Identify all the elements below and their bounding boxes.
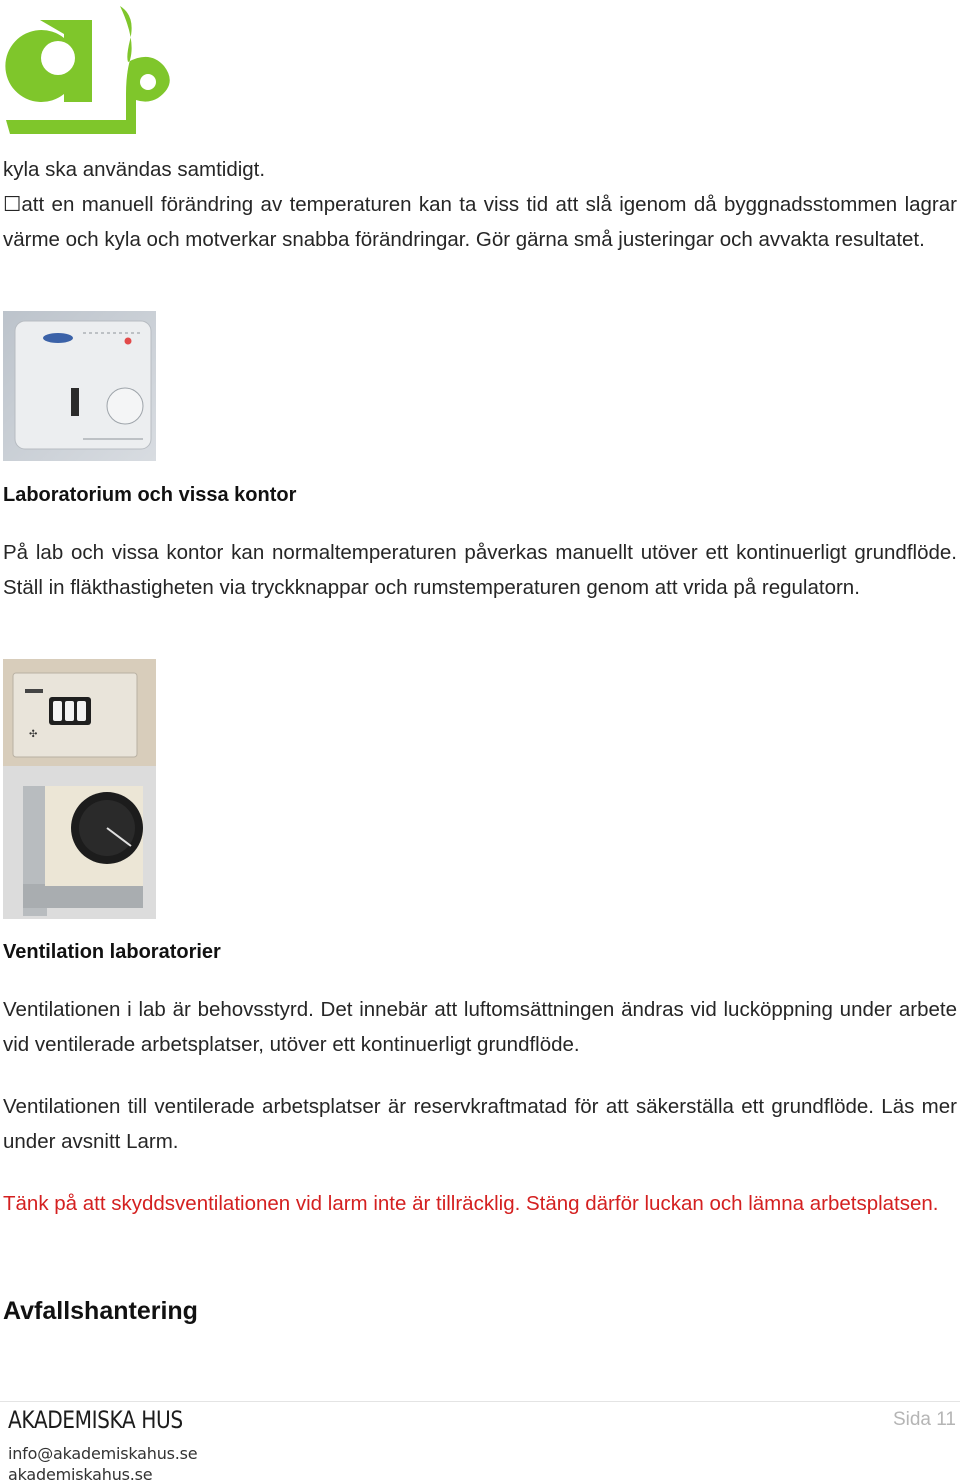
manual-change-note: ☐att en manuell förändring av temperaturen kan ta viss tid att slå igenom då byggnadsstommen lagrar värme och kyla och motverkar snabba förändringar. Gör gärna små justeringar och avvakta resultatet. (3, 193, 957, 251)
akademiska-hus-logo (2, 2, 174, 134)
section-lab-heading: Laboratorium och vissa kontor (3, 484, 297, 506)
section-vent-heading: Ventilation laboratorier (3, 941, 221, 963)
section-waste-heading: Avfallshantering (3, 1297, 198, 1325)
footer-website[interactable]: akademiskahus.se (8, 1465, 153, 1484)
page-number: Sida 11 (892, 1409, 956, 1430)
vent-text-1: Ventilationen i lab är behovsstyrd. Det innebär att luftomsättningen ändras vid lucköppning under arbete vid ventilerade arbetsplatser, utöver ett kontinuerligt grundflöde. (3, 998, 957, 1056)
vent-text-2: Ventilationen till ventilerade arbetsplatser är reservkraftmatad för att säkerställa ett grundflöde. Läs mer under avsnitt Larm. (3, 1095, 957, 1153)
footer-email[interactable]: info@akademiskahus.se (8, 1444, 198, 1463)
section-lab-text: På lab och vissa kontor kan normaltemperaturen påverkas manuellt utöver ett kontinuerligt grundflöde. Ställ in fläkthastigheten via tryckknappar och rumstemperaturen genom att vrida på regulatorn. (3, 541, 957, 599)
intro-line: kyla ska användas samtidigt. (3, 158, 266, 181)
vent-warning: Tänk på att skyddsventilationen vid larm inte är tillräcklig. Stäng därför luckan och lämna arbetsplatsen. (3, 1192, 939, 1215)
thermostat-photo (3, 311, 156, 461)
svg-text:✣: ✣ (29, 729, 38, 740)
footer-divider (0, 1401, 960, 1402)
temperature-knob-photo (3, 766, 156, 919)
footer-brand: AKADEMISKA HUS (8, 1406, 183, 1434)
fan-buttons-photo (3, 659, 156, 766)
